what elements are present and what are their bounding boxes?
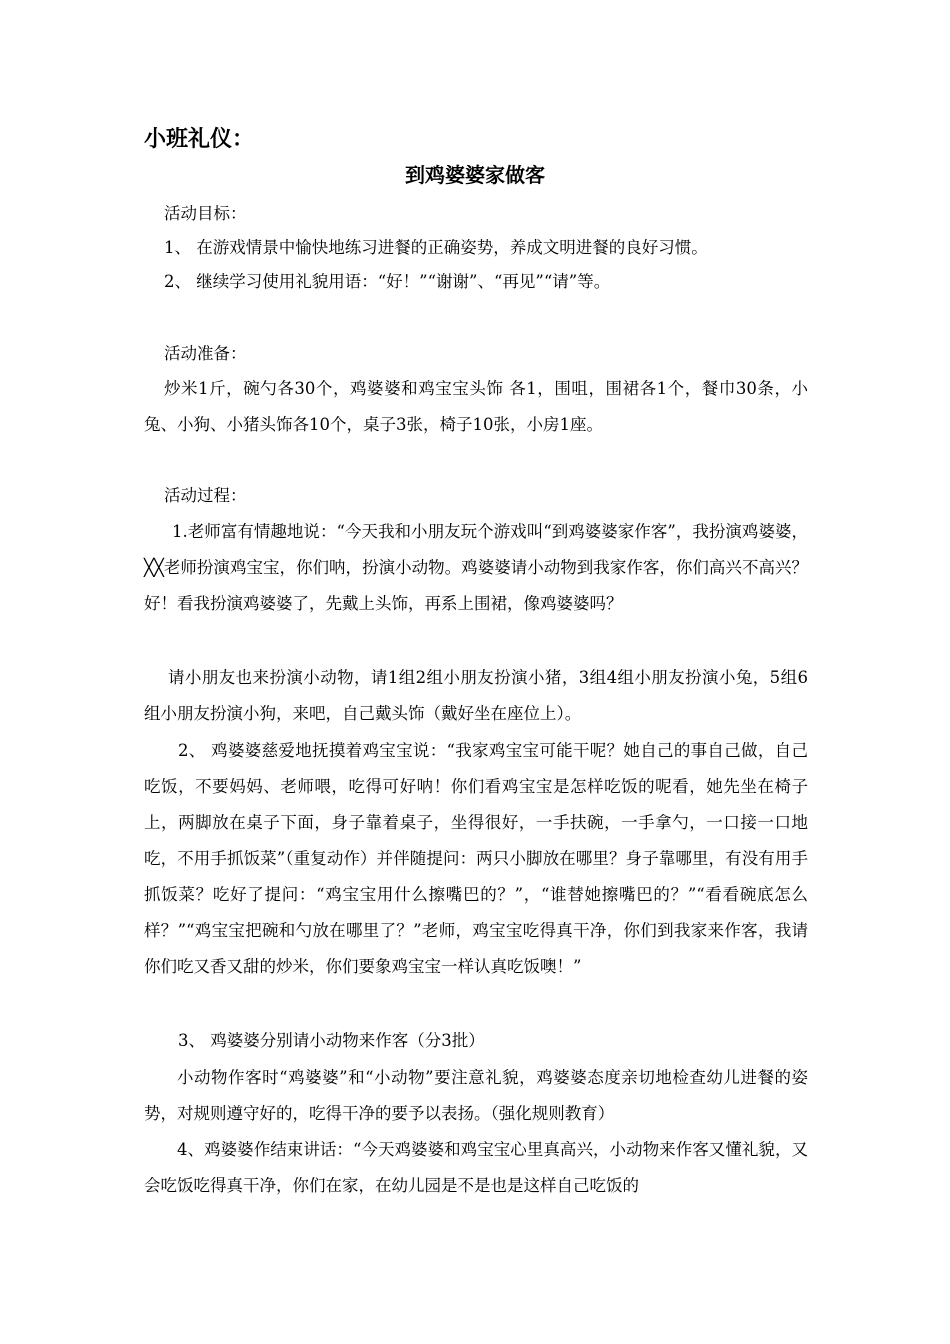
- goal-item-2: 2、 继续学习使用礼貌用语：“好！”“谢谢”、“再见”“请”等。: [164, 272, 611, 291]
- process-step-4: 4、鸡婆婆作结束讲话：“今天鸡婆婆和鸡宝宝心里真高兴，小动物来作客又懂礼貌，又会吃饭吃得真干净，你们在家，在幼儿园是不是也是这样自己吃饭的: [144, 1140, 808, 1195]
- prep-heading: 活动准备：: [164, 344, 247, 363]
- process-step-2: 2、 鸡婆婆慈爱地抚摸着鸡宝宝说：“我家鸡宝宝可能干呢？她自己的事自己做，自己吃饭，不要妈妈、老师喂，吃得可好呐！你们看鸡宝宝是怎样吃饭的呢看，她先坐在椅子上，两脚放在桌子下面，身子靠着桌子，坐得很好，一手扶碗，一手拿勺，一口接一口地吃，不用手抓饭菜”（重复动作）并伴随提问：两只小脚放在哪里？身子靠哪里，有没有用手抓饭菜？吃好了提问：“鸡宝宝用什么擦嘴巴的？”，“谁替她擦嘴巴的？”“看看碗底怎么样？”“鸡宝宝把碗和勺放在哪里了？”老师，鸡宝宝吃得真干净，你们到我家来作客，我请你们吃又香又甜的炒米，你们要象鸡宝宝一样认真吃饭噢！”: [144, 741, 808, 976]
- process-heading: 活动过程：: [164, 486, 247, 505]
- process-step-3: 3、 鸡婆婆分别请小动物来作客（分3批）: [178, 1031, 485, 1050]
- document-header: 小班礼仪：: [144, 126, 255, 152]
- goal-item-1: 1、 在游戏情景中愉快地练习进餐的正确姿势，养成文明进餐的良好习惯。: [164, 238, 708, 257]
- process-step-1: 1.老师富有情趣地说：“今天我和小朋友玩个游戏叫“到鸡婆婆家作客”，我扮演鸡婆婆，╳╳老师扮演鸡宝宝，你们呐，扮演小动物。鸡婆婆请小动物到我家作客，你们高兴不高兴？好！看我扮演鸡婆婆了，先戴上头饰，再系上围裙，像鸡婆婆吗？: [144, 522, 808, 613]
- goals-heading: 活动目标：: [164, 204, 247, 223]
- prep-text: 炒米1斤，碗勺各30个，鸡婆婆和鸡宝宝头饰 各1，围咀，围裙各1个，餐巾30条，小兔、小狗、小猪头饰各10个，桌子3张，椅子10张，小房1座。: [144, 379, 808, 434]
- process-step-3-detail: 小动物作客时“鸡婆婆”和“小动物”要注意礼貌，鸡婆婆态度亲切地检查幼儿进餐的姿势，对规则遵守好的，吃得干净的要予以表扬。（强化规则教育）: [144, 1068, 808, 1123]
- process-step-1-detail: 请小朋友也来扮演小动物，请1组2组小朋友扮演小猪，3组4组小朋友扮演小兔，5组6组小朋友扮演小狗，来吧，自己戴头饰（戴好坐在座位上）。: [144, 668, 808, 723]
- document-title: 到鸡婆婆家做客: [405, 163, 545, 187]
